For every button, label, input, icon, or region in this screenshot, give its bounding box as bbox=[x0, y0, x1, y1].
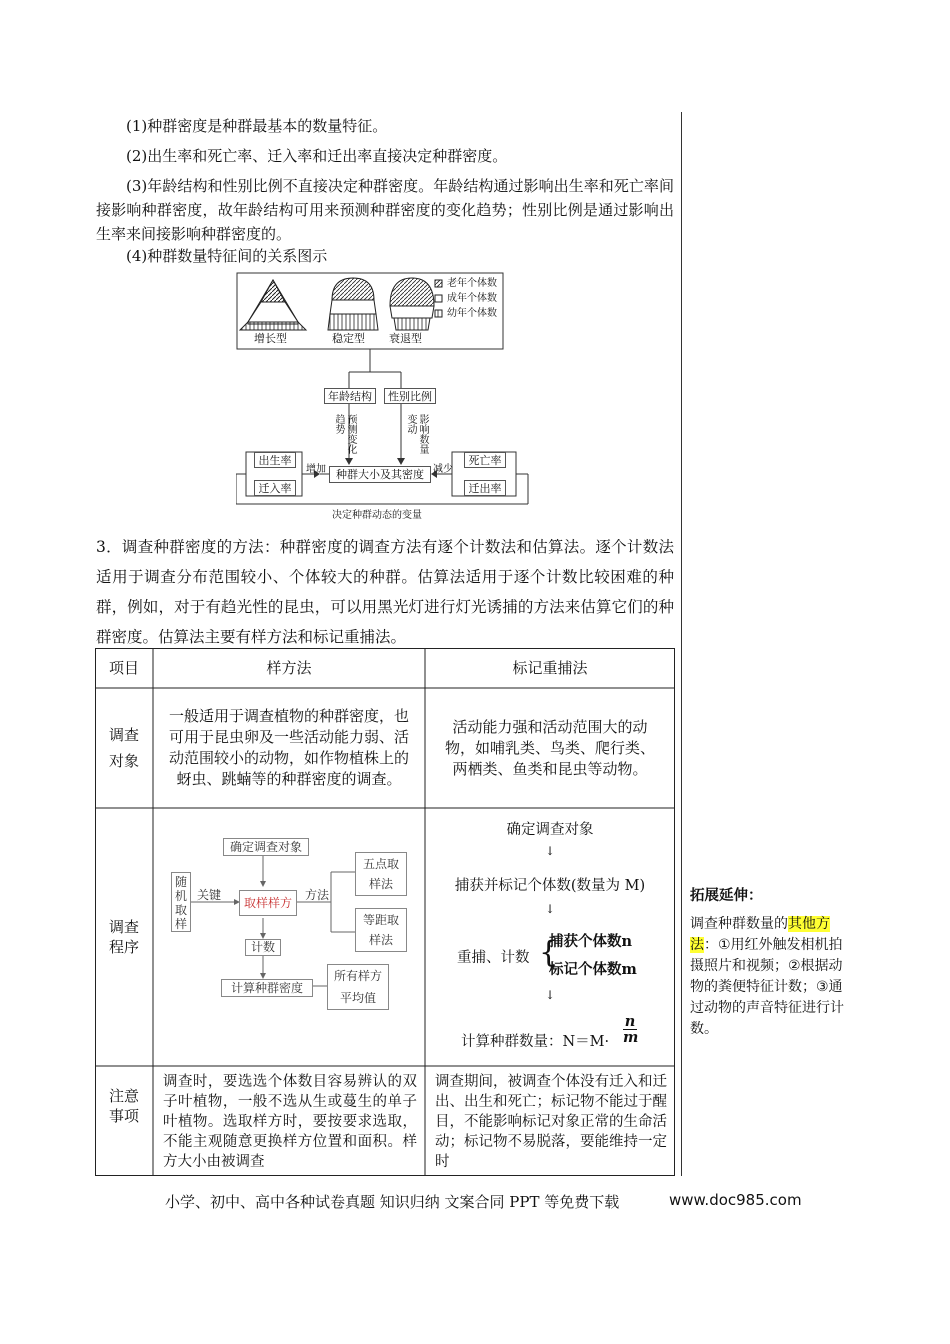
flow-random: 随机取样 bbox=[171, 872, 191, 932]
methods-table bbox=[95, 648, 675, 1176]
sidebar-text-post: ：①用红外触发相机拍摄照片和视频；②根据动物的粪便特征计数；③通过动物的声音特征进行计数。 bbox=[690, 937, 844, 1037]
quadrat-flow bbox=[165, 838, 415, 1018]
cell-quadrat-object: 一般适用于调查植物的种群密度，也可用于昆虫卵及一些活动能力弱、活动范围较小的动物，如作物植株上的蚜虫、跳蝻等的种群密度的调查。 bbox=[168, 707, 409, 788]
mark-step1: 确定调查对象 bbox=[506, 822, 594, 838]
figure-legend bbox=[447, 276, 497, 321]
legend-old: 老年个体数 bbox=[447, 278, 497, 289]
paragraph-1: (1)种群密度是种群最基本的数量特征。 bbox=[126, 117, 388, 135]
footer-text: 小学、初中、高中各种试卷真题 知识归纳 文案合同 PPT 等免费下载 bbox=[165, 1193, 620, 1211]
legend-young: 幼年个体数 bbox=[447, 308, 497, 319]
flow-determine: 确定调查对象 bbox=[223, 838, 309, 856]
footer-url[interactable]: www.doc985.com bbox=[669, 1191, 802, 1209]
legend-adult: 成年个体数 bbox=[447, 293, 497, 304]
bottom-label: 决定种群动态的变量 bbox=[332, 510, 422, 521]
affect-label: 影响数量变动 bbox=[405, 414, 428, 454]
row-label-notes: 注意事项 bbox=[109, 1087, 140, 1125]
flow-method: 方法 bbox=[305, 888, 330, 902]
flow-sampling: 取样样方 bbox=[239, 890, 297, 916]
header-item: 项目 bbox=[108, 658, 139, 677]
sidebar-title: 拓展延伸： bbox=[690, 888, 763, 904]
sex-ratio-box: 性别比例 bbox=[384, 388, 436, 404]
death-rate-box: 死亡率 bbox=[464, 452, 506, 468]
sidebar-text-pre: 调查种群数量的 bbox=[690, 916, 788, 932]
cell-mark-notes: 调查期间，被调查个体没有迁入和迁出、出生和死亡；标记物不能过于醒目，不能影响标记对象正常的生命活动；标记物不易脱落，要能维持一定时 bbox=[435, 1074, 667, 1170]
birth-rate-box: 出生率 bbox=[254, 452, 296, 468]
paragraph-3: (3)年龄结构和性别比例不直接决定种群密度。年龄结构通过影响出生率和死亡率间接影响种群密度，故年龄结构可用来预测种群密度的变化趋势；性别比例是通过影响出生率来间接影响种群密度的。 bbox=[96, 177, 674, 243]
predict-label: 预测变化趋势 bbox=[333, 414, 356, 454]
immigration-box: 迁入率 bbox=[254, 480, 296, 496]
cell-quadrat-notes: 调查时，要选选个体数目容易辨认的双子叶植物，一般不选从生或蔓生的单子叶植物。选取样方时，要按要求选取，不能主观随意更换样方位置和面积。样方大小由被调查 bbox=[163, 1074, 417, 1170]
mark-arrow-1: ↓ bbox=[544, 844, 556, 858]
mark-marked: 标记个体数m bbox=[549, 961, 637, 978]
margin-divider bbox=[681, 112, 682, 1176]
pyramid-decline bbox=[390, 278, 434, 330]
paragraph-5: 3．调查种群密度的方法：种群密度的调查方法有逐个计数法和估算法。逐个计数法适用于调查分布范围较小、个体较大的种群。估算法适用于逐个计数比较困难的种群，例如，对于有趋光性的昆虫，可以用黑光灯进行灯光诱捕的方法来估算它们的种群密度。估算法主要有样方法和标记重捕法。 bbox=[96, 538, 674, 646]
flow-calc: 计算种群密度 bbox=[221, 979, 313, 997]
increase-label: 增加 bbox=[306, 464, 326, 475]
row-label-object: 调查对象 bbox=[109, 726, 140, 770]
flow-five-point: 五点取样法 bbox=[355, 852, 407, 896]
pyramid-growth bbox=[240, 280, 306, 330]
row-label-procedure: 调查程序 bbox=[109, 918, 140, 956]
sidebar-highlight: 其他方法 bbox=[690, 916, 830, 953]
mark-arrow-2: ↓ bbox=[544, 902, 556, 916]
label-decline: 衰退型 bbox=[389, 332, 422, 345]
cell-mark-object: 活动能力强和活动范围大的动物，如哺乳类、鸟类、爬行类、两栖类、鱼类和昆虫等动物。 bbox=[444, 717, 655, 778]
pyramid-stable bbox=[328, 278, 378, 330]
mark-arrow-3: ↓ bbox=[544, 988, 556, 1002]
mark-capture: 捕获个体数n bbox=[549, 933, 633, 950]
paragraph-2: (2)出生率和死亡率、迁入率和迁出率直接决定种群密度。 bbox=[126, 147, 508, 165]
population-relationship-figure bbox=[236, 272, 536, 522]
flow-count: 计数 bbox=[245, 939, 281, 956]
emigration-box: 迁出率 bbox=[464, 480, 506, 496]
mark-flow bbox=[425, 808, 675, 1066]
label-growth: 增长型 bbox=[254, 332, 287, 345]
header-mark-recapture: 标记重捕法 bbox=[512, 658, 588, 677]
mark-step2: 捕获并标记个体数(数量为 M) bbox=[454, 878, 646, 894]
sidebar-text bbox=[690, 914, 848, 1040]
flow-average: 所有样方平均值 bbox=[327, 964, 389, 1010]
fraction-denominator: m bbox=[623, 1029, 639, 1046]
center-box: 种群大小及其密度 bbox=[329, 466, 431, 483]
mark-fraction bbox=[623, 1014, 637, 1045]
label-stable: 稳定型 bbox=[332, 332, 365, 345]
flow-equal-distance: 等距取样法 bbox=[355, 908, 407, 952]
mark-brace: { bbox=[539, 935, 559, 970]
decrease-label: 减少 bbox=[433, 464, 453, 475]
flow-key: 关键 bbox=[197, 888, 222, 902]
paragraph-4: (4)种群数量特征间的关系图示 bbox=[126, 247, 328, 265]
mark-step3: 重捕、计数 bbox=[457, 950, 530, 966]
age-structure-box: 年龄结构 bbox=[324, 388, 376, 404]
mark-step4: 计算种群数量：N＝M· bbox=[461, 1034, 610, 1050]
fraction-numerator: n bbox=[624, 1013, 636, 1030]
header-quadrat: 样方法 bbox=[266, 658, 312, 677]
